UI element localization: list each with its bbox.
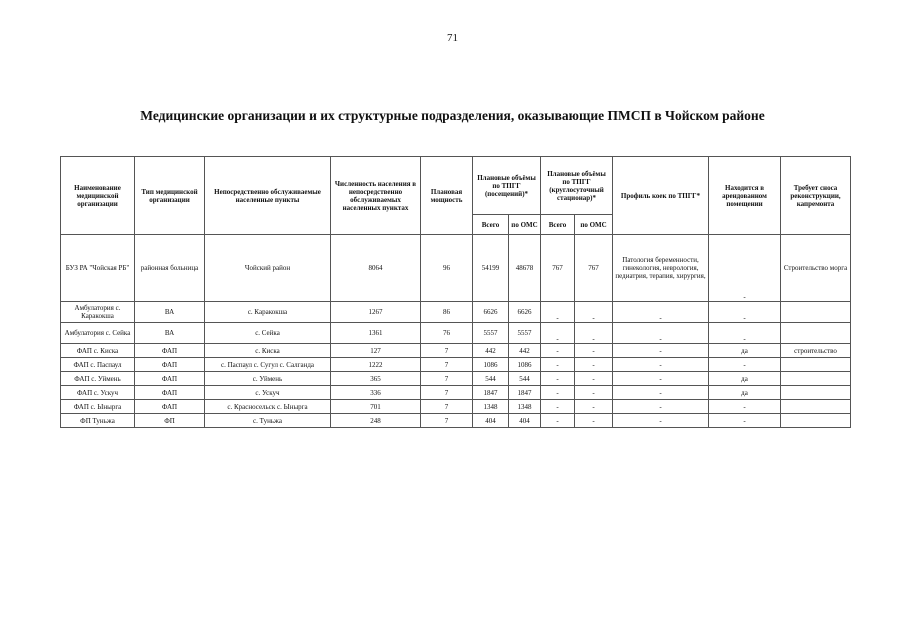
cell-beds-profile: - xyxy=(613,344,709,358)
table-row xyxy=(61,235,851,302)
cell-visits-oms: 544 xyxy=(509,372,541,386)
cell-hospital-total: - xyxy=(541,302,575,323)
subheader-visits-oms: по ОМС xyxy=(509,215,541,235)
cell-org-name: ФАП с. Ускуч xyxy=(61,386,135,400)
cell-rented: да xyxy=(709,344,781,358)
cell-population: 701 xyxy=(331,400,421,414)
cell-visits-total: 1847 xyxy=(473,386,509,400)
cell-visits-total: 404 xyxy=(473,414,509,428)
cell-reconstruction: строительство xyxy=(781,344,851,358)
cell-settlements: с. Туньжа xyxy=(205,414,331,428)
cell-hospital-oms: - xyxy=(575,344,613,358)
cell-org-type: ФАП xyxy=(135,386,205,400)
cell-beds-profile: - xyxy=(613,323,709,344)
cell-org-name: ФАП с. Киска xyxy=(61,344,135,358)
cell-reconstruction xyxy=(781,358,851,372)
cell-hospital-total: - xyxy=(541,414,575,428)
header-reconstruction: Требует сноса реконструкции, капремонта xyxy=(781,157,851,235)
cell-capacity: 76 xyxy=(421,323,473,344)
cell-reconstruction xyxy=(781,386,851,400)
cell-hospital-oms: 767 xyxy=(575,235,613,302)
cell-visits-oms: 1847 xyxy=(509,386,541,400)
header-settlements: Непосредственно обслуживаемые населенные пункты xyxy=(205,157,331,235)
table-row xyxy=(61,386,851,400)
page-number: 71 xyxy=(447,32,458,44)
cell-org-name: ФАП с. Уймень xyxy=(61,372,135,386)
cell-visits-total: 5557 xyxy=(473,323,509,344)
table-row xyxy=(61,372,851,386)
cell-population: 1267 xyxy=(331,302,421,323)
cell-org-name: ФП Туньжа xyxy=(61,414,135,428)
cell-beds-profile: - xyxy=(613,400,709,414)
cell-org-name: ФАП с. Паспаул xyxy=(61,358,135,372)
cell-org-type: ФАП xyxy=(135,372,205,386)
table-row xyxy=(61,344,851,358)
cell-beds-profile: - xyxy=(613,358,709,372)
cell-visits-oms: 442 xyxy=(509,344,541,358)
cell-hospital-oms: - xyxy=(575,414,613,428)
cell-capacity: 96 xyxy=(421,235,473,302)
cell-beds-profile: - xyxy=(613,414,709,428)
cell-hospital-total: - xyxy=(541,386,575,400)
cell-settlements: Чойский район xyxy=(205,235,331,302)
subheader-visits-total: Всего xyxy=(473,215,509,235)
cell-org-name: Амбулатория с. Сейка xyxy=(61,323,135,344)
organizations-table xyxy=(60,156,851,428)
cell-org-name: БУЗ РА "Чойская РБ" xyxy=(61,235,135,302)
subheader-hospital-oms: по ОМС xyxy=(575,215,613,235)
header-visits: Плановые объёмы по ТПГГ (посещений)* xyxy=(473,157,541,215)
header-population: Численность населения в непосредственно обслуживаемых населенных пунктах xyxy=(331,157,421,235)
cell-reconstruction xyxy=(781,372,851,386)
cell-hospital-oms: - xyxy=(575,302,613,323)
cell-population: 1222 xyxy=(331,358,421,372)
cell-org-name: Амбулатория с. Каракокша xyxy=(61,302,135,323)
cell-hospital-total: - xyxy=(541,344,575,358)
cell-reconstruction: Строительство морга xyxy=(781,235,851,302)
document-title: Медицинские организации и их структурные подразделения, оказывающие ПМСП в Чойском районе xyxy=(140,108,765,123)
cell-rented: да xyxy=(709,386,781,400)
header-org-type: Тип медицинской организации xyxy=(135,157,205,235)
cell-visits-total: 544 xyxy=(473,372,509,386)
cell-capacity: 7 xyxy=(421,400,473,414)
header-capacity: Плановая мощность xyxy=(421,157,473,235)
cell-visits-oms: 404 xyxy=(509,414,541,428)
cell-rented: - xyxy=(709,323,781,344)
table-row xyxy=(61,323,851,344)
cell-settlements: с. Каракокша xyxy=(205,302,331,323)
cell-beds-profile: - xyxy=(613,386,709,400)
cell-hospital-total: - xyxy=(541,358,575,372)
cell-visits-oms: 1348 xyxy=(509,400,541,414)
cell-population: 8064 xyxy=(331,235,421,302)
cell-reconstruction xyxy=(781,414,851,428)
cell-hospital-total: - xyxy=(541,400,575,414)
cell-capacity: 7 xyxy=(421,358,473,372)
cell-settlements: с. Сейка xyxy=(205,323,331,344)
cell-hospital-oms: - xyxy=(575,386,613,400)
cell-org-type: ФАП xyxy=(135,344,205,358)
cell-visits-oms: 6626 xyxy=(509,302,541,323)
cell-org-type: районная больница xyxy=(135,235,205,302)
cell-settlements: с. Красносельск с. Ынырга xyxy=(205,400,331,414)
cell-reconstruction xyxy=(781,323,851,344)
cell-rented: - xyxy=(709,400,781,414)
cell-rented: - xyxy=(709,358,781,372)
cell-settlements: с. Киска xyxy=(205,344,331,358)
cell-org-name: ФАП с. Ыныргa xyxy=(61,400,135,414)
cell-visits-total: 1348 xyxy=(473,400,509,414)
cell-org-type: ВА xyxy=(135,302,205,323)
cell-visits-oms: 48678 xyxy=(509,235,541,302)
cell-visits-total: 442 xyxy=(473,344,509,358)
cell-org-type: ФП xyxy=(135,414,205,428)
cell-reconstruction xyxy=(781,302,851,323)
cell-rented: - xyxy=(709,302,781,323)
header-beds-profile: Профиль коек по ТПГГ* xyxy=(613,157,709,235)
cell-settlements: с. Ускуч xyxy=(205,386,331,400)
cell-hospital-oms: - xyxy=(575,400,613,414)
cell-beds-profile: Патология беременности, гинекология, неврология, педиатрия, терапия, хирургия, xyxy=(613,235,709,302)
cell-population: 365 xyxy=(331,372,421,386)
cell-hospital-oms: - xyxy=(575,372,613,386)
cell-capacity: 7 xyxy=(421,386,473,400)
cell-beds-profile: - xyxy=(613,372,709,386)
cell-reconstruction xyxy=(781,400,851,414)
cell-org-type: ВА xyxy=(135,323,205,344)
cell-population: 127 xyxy=(331,344,421,358)
header-org-name: Наименование медицинской организации xyxy=(61,157,135,235)
cell-beds-profile: - xyxy=(613,302,709,323)
cell-hospital-oms: - xyxy=(575,358,613,372)
cell-population: 336 xyxy=(331,386,421,400)
cell-hospital-total: - xyxy=(541,323,575,344)
subheader-hospital-total: Всего xyxy=(541,215,575,235)
header-rented: Находится в арендованном помещении xyxy=(709,157,781,235)
cell-rented: да xyxy=(709,372,781,386)
cell-visits-oms: 5557 xyxy=(509,323,541,344)
table-row xyxy=(61,302,851,323)
cell-settlements: с. Уймень xyxy=(205,372,331,386)
cell-hospital-total: 767 xyxy=(541,235,575,302)
cell-visits-total: 1086 xyxy=(473,358,509,372)
table-row xyxy=(61,414,851,428)
cell-capacity: 7 xyxy=(421,414,473,428)
cell-org-type: ФАП xyxy=(135,358,205,372)
cell-org-type: ФАП xyxy=(135,400,205,414)
cell-capacity: 86 xyxy=(421,302,473,323)
table-row xyxy=(61,358,851,372)
cell-visits-oms: 1086 xyxy=(509,358,541,372)
cell-capacity: 7 xyxy=(421,372,473,386)
cell-capacity: 7 xyxy=(421,344,473,358)
cell-hospital-oms: - xyxy=(575,323,613,344)
cell-population: 248 xyxy=(331,414,421,428)
cell-visits-total: 54199 xyxy=(473,235,509,302)
table-row xyxy=(61,400,851,414)
cell-rented: - xyxy=(709,235,781,302)
cell-hospital-total: - xyxy=(541,372,575,386)
cell-rented: - xyxy=(709,414,781,428)
header-hospital: Плановые объёмы по ТПГГ (круглосуточный стационар)* xyxy=(541,157,613,215)
cell-visits-total: 6626 xyxy=(473,302,509,323)
cell-settlements: с. Паспаул с. Сугул с. Салганда xyxy=(205,358,331,372)
cell-population: 1361 xyxy=(331,323,421,344)
